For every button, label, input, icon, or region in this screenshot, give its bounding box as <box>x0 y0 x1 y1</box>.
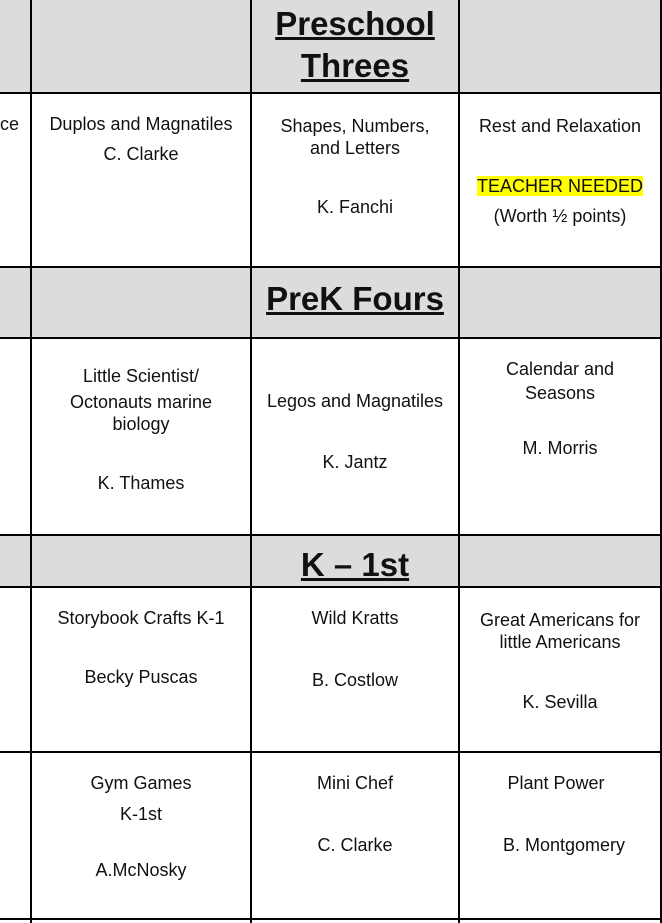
class-title <box>460 357 660 405</box>
class-title-line: Little Scientist/ <box>82 366 200 386</box>
teacher-needed-notice <box>460 175 660 197</box>
grid-hline <box>0 918 662 920</box>
teacher-name: K. Thames <box>97 473 185 493</box>
teacher-name: K. Sevilla <box>522 692 598 712</box>
points-note: (Worth ½ points) <box>493 206 627 226</box>
class-title-line: Gym Games <box>90 773 192 793</box>
teacher-name: A.McNosky <box>95 860 187 880</box>
class-title-line: and Letters <box>309 138 401 158</box>
teacher-name: B. Montgomery <box>502 835 626 855</box>
teacher-name: Becky Puscas <box>84 667 198 687</box>
class-title <box>252 115 458 159</box>
grid-hline <box>0 266 662 268</box>
class-title <box>32 361 250 435</box>
class-title-line: Octonauts marine <box>69 392 213 412</box>
section-header-preschool-threes <box>252 3 458 87</box>
teacher-name: K. Fanchi <box>316 197 394 217</box>
class-title <box>32 772 250 825</box>
class-title: Storybook Crafts K-1 <box>57 608 225 628</box>
grid-hline <box>0 751 662 753</box>
grid-hline <box>0 337 662 339</box>
teacher-name: C. Clarke <box>317 835 393 855</box>
grid-hline <box>0 534 662 536</box>
teacher-name: K. Jantz <box>322 452 388 472</box>
teacher-name: C. Clarke <box>103 144 179 164</box>
class-title-line: biology <box>112 414 170 434</box>
class-title-line: K-1st <box>119 804 162 824</box>
class-title-line: little Americans <box>499 632 621 652</box>
class-title: Mini Chef <box>316 773 394 793</box>
class-title <box>460 609 660 653</box>
section-header-prek-fours: PreK Fours <box>266 280 444 317</box>
class-title: Duplos and Magnatiles <box>49 114 233 134</box>
section-header-line: Preschool <box>275 5 435 42</box>
cell-fragment: ce <box>0 114 20 134</box>
section-header-line: Threes <box>300 47 410 84</box>
grid-hline <box>0 92 662 94</box>
class-title: Wild Kratts <box>311 608 399 628</box>
class-title: Rest and Relaxation <box>478 116 642 136</box>
class-title-line: Great Americans for <box>479 610 641 630</box>
grid-hline <box>0 586 662 588</box>
teacher-name: M. Morris <box>522 438 598 458</box>
highlight: TEACHER NEEDED <box>476 176 644 196</box>
class-title-line: Calendar and <box>505 359 615 379</box>
section-header-k-1st: K – 1st <box>300 546 410 583</box>
class-title-line: Seasons <box>524 383 596 403</box>
class-title: Legos and Magnatiles <box>266 391 444 411</box>
class-title-line: Shapes, Numbers, <box>280 116 430 136</box>
teacher-name: B. Costlow <box>311 670 399 690</box>
class-title: Plant Power <box>507 773 605 793</box>
